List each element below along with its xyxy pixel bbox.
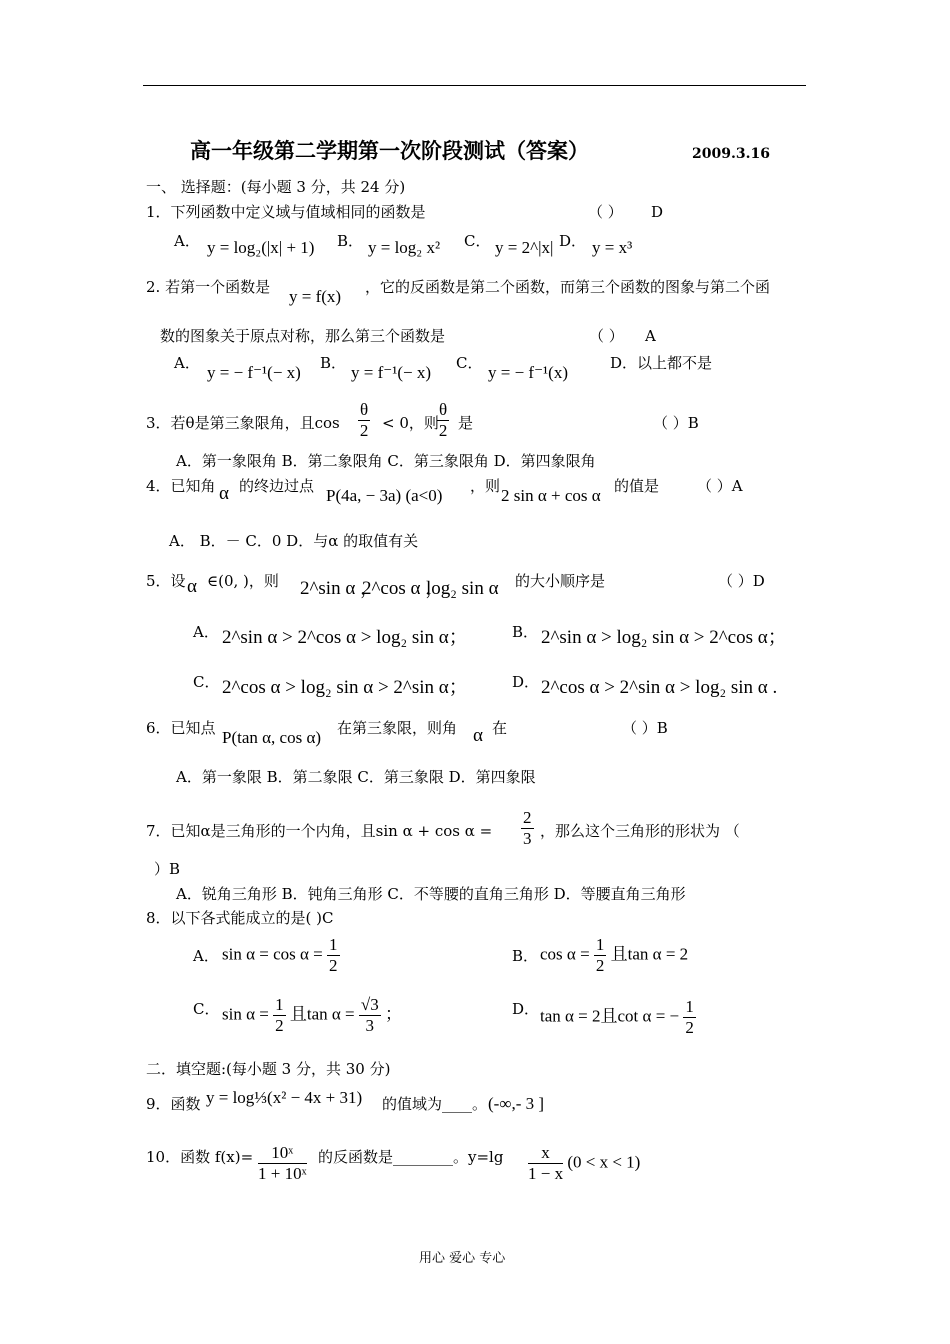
question-6-options: A．第一象限 B．第二象限 C．第三象限 D．第四象限	[176, 768, 536, 786]
q8-option-d-den: 2	[685, 1018, 694, 1037]
question-5-answer: （ ）D	[718, 572, 765, 590]
q7-fraction	[521, 808, 534, 849]
q9-expr: y = log⅓(x² − 4x + 31)	[206, 1088, 363, 1107]
question-10-stem-b: 的反函数是________。y=lg	[318, 1148, 504, 1166]
q7-fraction-num: 2	[523, 808, 532, 827]
q10-fraction-den: 1 + 10ˣ	[258, 1164, 307, 1183]
question-2-blank: （ ）	[589, 327, 624, 345]
page-title: 高一年级第二学期第一次阶段测试（答案）	[190, 138, 589, 163]
q5-expr-1: 2^sin α ，	[300, 578, 380, 599]
q10-answer-tail: (0 < x < 1)	[567, 1152, 641, 1172]
q8-option-b-label: B．	[512, 947, 539, 965]
q2-option-c-expr: y = − f⁻¹(x)	[488, 363, 568, 382]
q8-option-c-den: 2	[275, 1016, 284, 1035]
question-9-stem-a: 9．函数	[146, 1095, 201, 1113]
q8-option-c-num: 1	[275, 995, 284, 1014]
exam-date: 2009.3.16	[692, 146, 770, 162]
question-4-stem-c: ，则	[470, 477, 501, 495]
q8-option-a-expr: sin α = cos α =	[222, 944, 323, 964]
q5-option-b-label: B．	[512, 623, 539, 641]
q5-option-a-expr: 2^sin α > 2^cos α > log₂ sin α；	[222, 627, 468, 648]
q6-point: P(tan α, cos α)	[222, 728, 322, 747]
q4-alpha: α	[219, 483, 229, 504]
q8-option-b	[540, 935, 688, 976]
question-7-stem-c: ）B	[154, 860, 181, 878]
q1-option-d-label: D．	[559, 232, 587, 250]
q10-fraction	[258, 1143, 307, 1184]
q8-option-c-num2: √3	[360, 995, 379, 1014]
q8-option-c-expr-a: sin α =	[222, 1004, 269, 1024]
question-9-answer: (-∞,- 3 ]	[488, 1094, 545, 1113]
q10-answer-num: x	[528, 1143, 563, 1164]
q5-option-b-expr: 2^sin α > log₂ sin α > 2^cos α；	[541, 627, 787, 648]
q5-expr-2: 2^cos α ，	[362, 578, 445, 599]
q5-option-c-expr: 2^cos α > log₂ sin α > 2^sin α；	[222, 677, 468, 698]
q8-option-c-expr-b: 且tan α =	[289, 1004, 355, 1024]
q5-alpha: α	[187, 576, 197, 597]
q3-fraction	[358, 400, 370, 441]
q8-option-b-den: 2	[595, 956, 605, 975]
q1-option-a-expr: y = log₂(|x| + 1)	[207, 238, 315, 257]
q1-option-c-expr: y = 2^|x|	[495, 238, 554, 257]
question-6-answer: （ ）B	[622, 719, 668, 737]
question-9-stem-b: 的值域为____。	[382, 1095, 488, 1113]
q1-option-d-expr: y = x³	[592, 238, 633, 257]
q5-option-d-label: D．	[512, 673, 540, 691]
question-2-stem-b: ，它的反函数是第二个函数，而第三个函数的图象与第二个函	[365, 278, 771, 296]
q8-option-d-expr-a: tan α = 2且cot α = −	[540, 1006, 680, 1026]
q8-option-d-num: 1	[685, 997, 694, 1016]
q7-fraction-den: 3	[523, 829, 532, 848]
q10-fraction-num: 10ˣ	[258, 1143, 307, 1164]
q2-option-a-label: A．	[174, 354, 200, 372]
q5-expr-3: log₂ sin α	[426, 578, 499, 599]
page-footer: 用心 爱心 专心	[419, 1251, 506, 1266]
question-2-stem-expr: y = f(x)	[289, 287, 342, 306]
q4-expr: 2 sin α + cos α	[501, 486, 601, 505]
question-2-answer: A	[645, 327, 656, 345]
q5-option-d-expr: 2^cos α > 2^sin α > log₂ sin α .	[541, 677, 778, 698]
question-3-stem-b: < 0，则	[382, 414, 439, 432]
q8-option-c-den2: 3	[365, 1016, 375, 1035]
question-8-stem: 8．以下各式能成立的是( )C	[146, 909, 334, 927]
question-4-stem-a: 4．已知角	[146, 477, 216, 495]
q2-option-c-label: C．	[456, 354, 483, 372]
q10-answer	[528, 1143, 640, 1184]
question-3-options: A．第一象限角 B．第二象限角 C．第三象限角 D．第四象限角	[176, 452, 596, 470]
q8-option-b-expr-a: cos α =	[540, 944, 590, 964]
question-2-stem-a: 2. 若第一个函数是	[146, 278, 271, 296]
question-1-blank: （ ）	[588, 203, 623, 221]
q2-option-b-label: B．	[320, 354, 347, 372]
q2-option-b-expr: y = f⁻¹(− x)	[351, 363, 431, 382]
question-4-answer: （ ）A	[697, 477, 743, 495]
q8-option-a-num: 1	[329, 935, 338, 954]
q3-fraction-den: 2	[359, 421, 369, 440]
section-heading-fill: 二．填空题:(每小题 3 分，共 30 分)	[146, 1060, 391, 1078]
q5-option-a-label: A．	[193, 623, 219, 641]
question-1-answer: D	[651, 203, 664, 221]
q8-option-a-label: A．	[193, 947, 219, 965]
question-3-stem-a: 3．若θ是第三象限角，且cos	[146, 414, 340, 432]
question-2-stem-c: 数的图象关于原点对称，那么第三个函数是	[160, 327, 446, 345]
q3-fraction-2-num: θ	[439, 400, 448, 419]
question-6-stem-b: 在第三象限，则角	[337, 719, 458, 737]
section-heading-choice: 一、 选择题：(每小题 3 分，共 24 分)	[146, 178, 406, 196]
q3-fraction-2-den: 2	[438, 421, 448, 440]
question-5-stem-a: 5．设	[146, 572, 186, 590]
q8-option-c-label: C．	[193, 1000, 220, 1018]
q1-option-c-label: C．	[464, 232, 491, 250]
question-7-stem-b: ，那么这个三角形的形状为 （	[540, 822, 740, 840]
question-4-stem-b: 的终边过点	[239, 477, 315, 495]
q8-option-d-label: D．	[512, 1000, 540, 1018]
question-7-options: A．锐角三角形 B．钝角三角形 C．不等腰的直角三角形 D．等腰直角三角形	[176, 885, 686, 903]
question-6-stem-a: 6．已知点	[146, 719, 216, 737]
question-1-stem: 1．下列函数中定义域与值域相同的函数是	[146, 203, 426, 221]
q8-option-a-den: 2	[329, 956, 338, 975]
question-5-stem-c: 的大小顺序是	[515, 572, 606, 590]
q6-alpha: α	[473, 725, 483, 746]
q8-option-c-tail: ；	[384, 1004, 402, 1024]
header-rule	[143, 85, 806, 86]
q1-option-a-label: A．	[174, 232, 200, 250]
q4-point: P(4a, − 3a) (a<0)	[326, 486, 443, 505]
question-4-options: A． B．－ C．0 D．与α 的取值有关	[169, 532, 419, 550]
question-3-answer: （ ）B	[653, 414, 699, 432]
q8-option-a	[222, 935, 340, 976]
question-10-stem-a: 10．函数 f(x)=	[146, 1148, 254, 1166]
question-5-stem-b: ∈(0, )，则	[207, 572, 279, 590]
q8-option-d	[540, 997, 696, 1038]
q8-option-b-expr-b: 且tan α = 2	[610, 944, 689, 964]
q8-option-c	[222, 995, 402, 1036]
q5-option-c-label: C．	[193, 673, 220, 691]
q3-fraction-2	[437, 400, 449, 441]
question-6-stem-c: 在	[492, 719, 508, 737]
question-4-stem-d: 的值是	[614, 477, 660, 495]
question-7-stem-a: 7．已知α是三角形的一个内角，且sin α + cos α =	[146, 822, 493, 840]
q1-option-b-expr: y = log₂ x²	[368, 238, 441, 257]
q2-option-a-expr: y = − f⁻¹(− x)	[207, 363, 301, 382]
q10-answer-den: 1 − x	[528, 1164, 564, 1183]
q8-option-b-num: 1	[595, 935, 605, 954]
question-3-stem-c: 是	[458, 414, 474, 432]
q2-option-d-text: D．以上都不是	[610, 354, 713, 372]
q1-option-b-label: B．	[337, 232, 364, 250]
q3-fraction-num: θ	[360, 400, 369, 419]
